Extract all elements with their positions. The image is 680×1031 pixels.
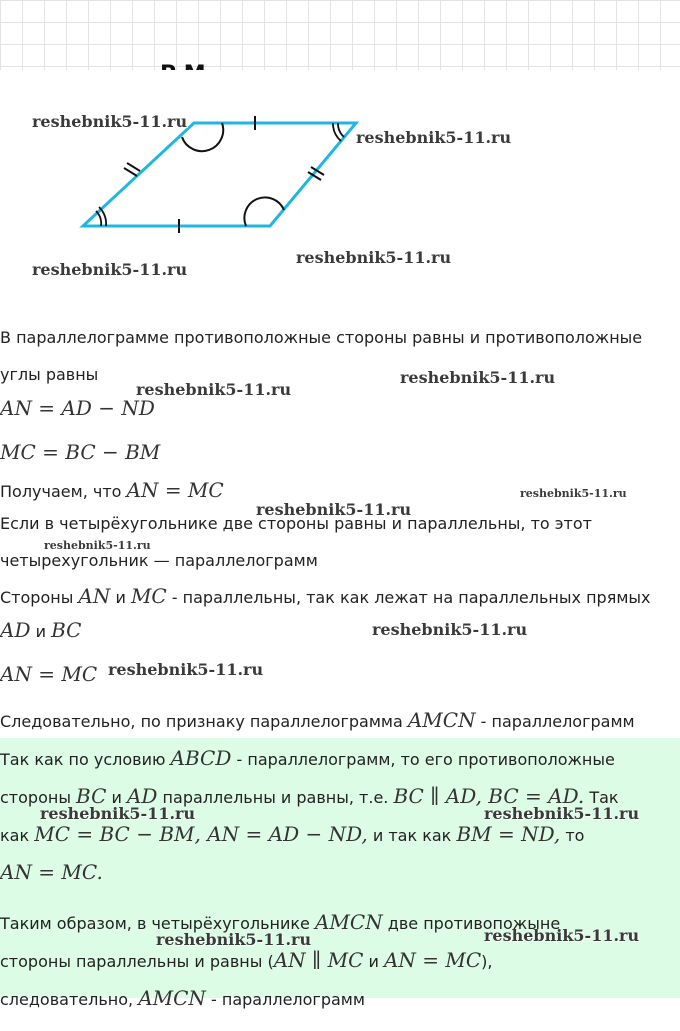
text: Стороны <box>0 588 79 607</box>
watermark: reshebnik5-11.ru <box>256 500 412 519</box>
watermark: reshebnik5-11.ru <box>356 128 512 147</box>
text: как <box>0 826 35 845</box>
text: - параллелограмм <box>205 990 365 1009</box>
math: AN = MC <box>383 948 482 972</box>
paragraph <box>0 948 680 972</box>
parallelogram-outline <box>83 123 356 226</box>
watermark: reshebnik5-11.ru <box>372 620 528 639</box>
math: AD <box>126 784 158 808</box>
angle-top-right-1 <box>338 123 344 137</box>
text: - параллелограмм <box>475 712 635 731</box>
text: стороны параллельны и равны ( <box>0 952 274 971</box>
text: - параллелограмм, то его противоположные <box>231 750 615 769</box>
watermark: reshebnik5-11.ru <box>484 804 640 823</box>
text: и <box>110 588 131 607</box>
paragraph-cut <box>0 986 680 1010</box>
text: и так как <box>367 826 457 845</box>
math: AN = MC <box>126 478 224 502</box>
math: ABCD <box>170 746 232 770</box>
paragraph: углы равны <box>0 365 99 384</box>
text: стороны <box>0 788 77 807</box>
text: и <box>30 622 52 641</box>
paragraph <box>0 746 680 770</box>
math: AD <box>0 618 31 642</box>
math: MC <box>130 584 167 608</box>
math: AMCN <box>314 910 383 934</box>
paragraph <box>0 822 680 846</box>
angle-bottom-right <box>244 197 284 226</box>
math: MC = BC − BM, AN = AD − ND, <box>34 822 368 846</box>
watermark: reshebnik5-11.ru <box>136 380 292 399</box>
watermark: reshebnik5-11.ru <box>400 368 556 387</box>
watermark: reshebnik5-11.ru <box>40 804 196 823</box>
paragraph <box>0 708 680 732</box>
watermark: reshebnik5-11.ru <box>156 930 312 949</box>
tick-left-1 <box>124 168 137 176</box>
watermark: reshebnik5-11.ru <box>108 660 264 679</box>
text: параллельны и равны, т.е. <box>157 788 394 807</box>
watermark: reshebnik5-11.ru <box>44 539 151 552</box>
math: AN <box>78 584 111 608</box>
text: и <box>106 788 127 807</box>
text: - параллельны, так как лежат на параллельных прямых <box>166 588 651 607</box>
watermark: reshebnik5-11.ru <box>32 260 188 279</box>
text: две противопожыне <box>382 914 561 933</box>
text: и <box>363 952 384 971</box>
text: то <box>560 826 585 845</box>
equation: AN = MC <box>0 662 98 686</box>
tick-left-2 <box>127 163 140 171</box>
watermark: reshebnik5-11.ru <box>296 248 452 267</box>
text: Так <box>584 788 619 807</box>
equation: AN = MC. <box>0 860 103 884</box>
math: AMCN <box>138 986 206 1010</box>
math: BC <box>51 618 82 642</box>
header-divider <box>0 70 680 90</box>
paragraph: четырехугольник — параллелограмм <box>0 551 318 570</box>
paragraph: Если в четырёхугольнике две стороны равны и параллельны, то этот <box>0 514 592 533</box>
paragraph <box>0 584 680 608</box>
equation: MC = BC − BM <box>0 440 161 464</box>
text: Так как по условию <box>0 750 171 769</box>
text: Следовательно, по признаку параллелограмма <box>0 712 408 731</box>
text: Таким образом, в четырёхугольнике <box>0 914 315 933</box>
watermark: reshebnik5-11.ru <box>484 926 640 945</box>
math: AN ∥ MC <box>273 948 364 972</box>
text: Получаем, что <box>0 482 127 501</box>
watermark: reshebnik5-11.ru <box>32 112 188 131</box>
math: BC <box>76 784 107 808</box>
equation: AN = AD − ND <box>0 396 155 420</box>
watermark: reshebnik5-11.ru <box>520 487 627 500</box>
math: BC ∥ AD, BC = AD. <box>393 784 585 808</box>
math: AMCN <box>407 708 476 732</box>
paragraph: В параллелограмме противоположные стороны равны и противоположные <box>0 328 643 347</box>
math: BM = ND, <box>456 822 561 846</box>
text: следовательно, <box>0 990 139 1009</box>
text: ), <box>481 952 493 971</box>
paragraph <box>0 618 680 642</box>
